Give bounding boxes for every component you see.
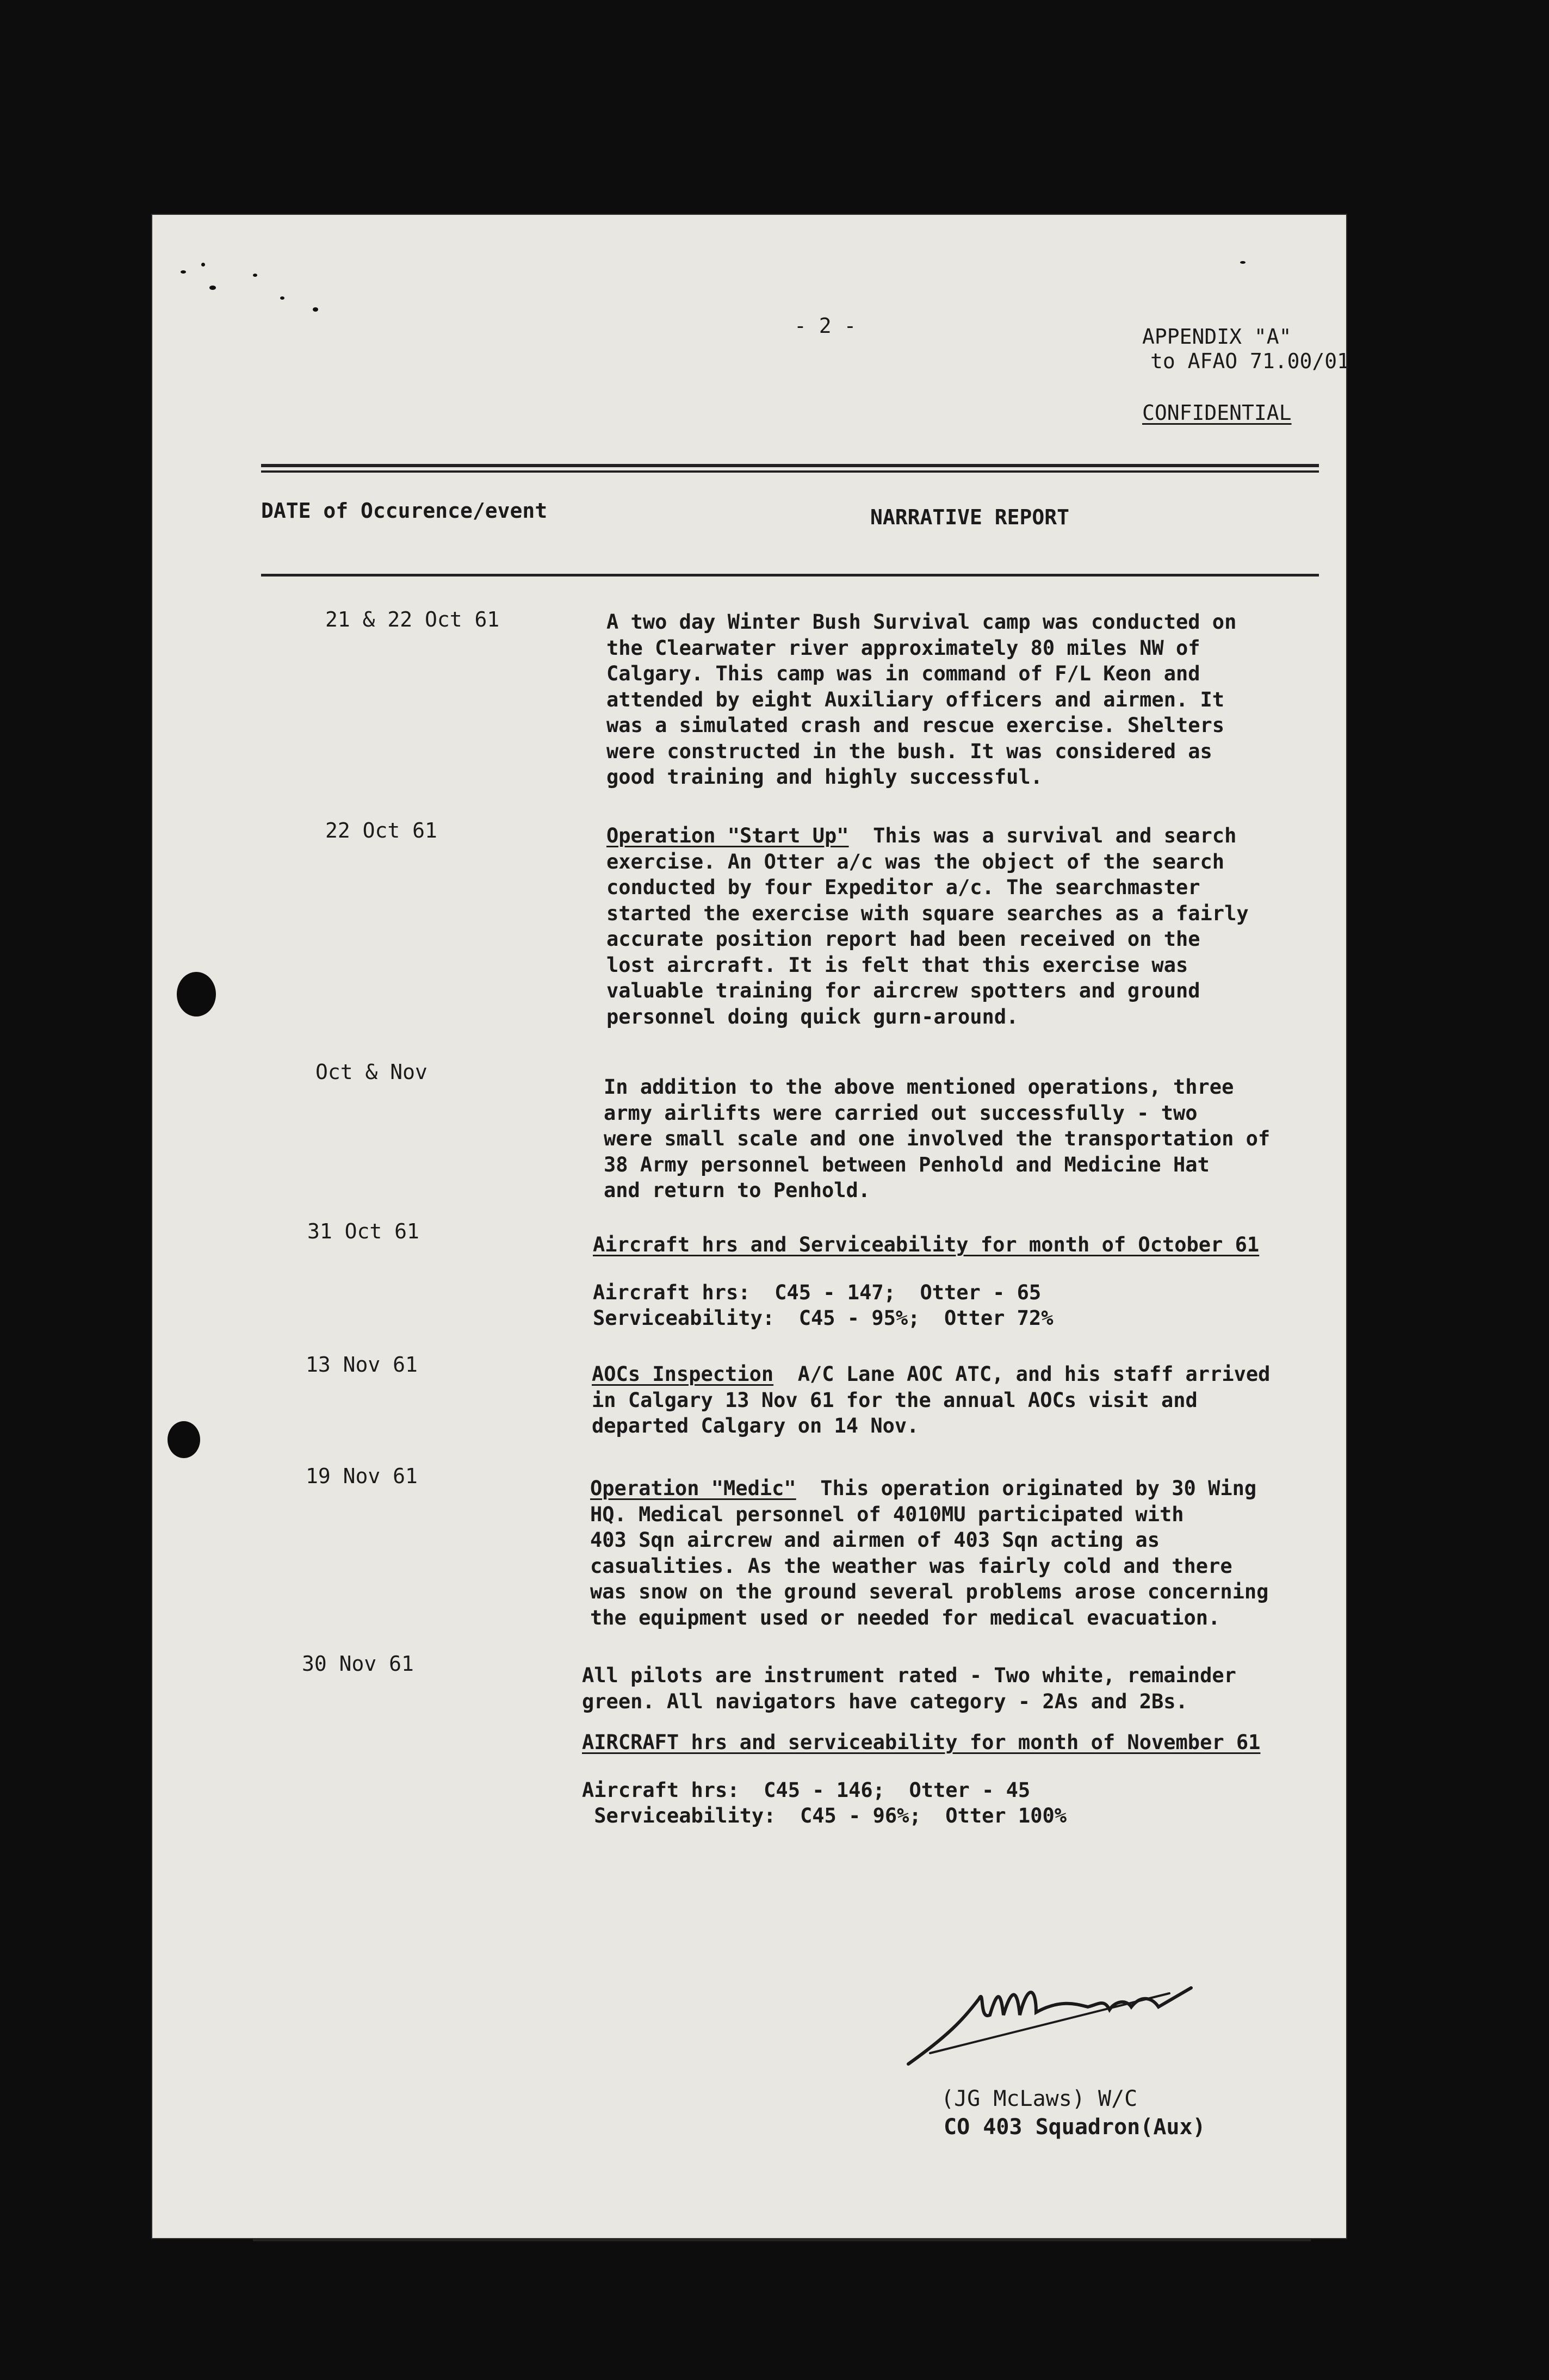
narrative-line: All pilots are instrument rated - Two white, remainder — [582, 1664, 1236, 1687]
punch-hole — [177, 972, 216, 1017]
narrative-line: In addition to the above mentioned operations, three — [604, 1075, 1234, 1099]
header-top-rule — [261, 464, 1319, 467]
narrative-line: 403 Sqn aircrew and airmen of 403 Sqn acting as — [590, 1528, 1160, 1552]
narrative-line: good training and highly successful. — [606, 765, 1043, 789]
date-column-heading: DATE of Occurence/event — [261, 499, 548, 523]
entry-title: AOCs Inspection — [592, 1362, 774, 1386]
entry-narrative — [606, 823, 1341, 1030]
narrative-line: were constructed in the bush. It was considered as — [606, 739, 1212, 763]
ink-speck — [280, 296, 284, 300]
header-bottom-rule — [261, 574, 1319, 577]
narrative-line: the Clearwater river approximately 80 miles NW of — [606, 636, 1200, 660]
entry-narrative — [582, 1663, 1316, 1829]
entry-date: 13 Nov 61 — [306, 1353, 418, 1377]
narrative-line: conducted by four Expeditor a/c. The searchmaster — [606, 876, 1200, 899]
entry-narrative — [593, 1232, 1327, 1331]
narrative-line: was snow on the ground several problems arose concerning — [590, 1580, 1269, 1603]
page-number: - 2 - — [794, 314, 857, 338]
narrative-line: Calgary. This camp was in command of F/L Keon and — [606, 662, 1200, 685]
stats-line: Serviceability: C45 - 96%; Otter 100% — [582, 1804, 1067, 1827]
signatory-name: (JG McLaws) W/C — [941, 2086, 1138, 2111]
entry-date: 21 & 22 Oct 61 — [325, 608, 500, 631]
entry-date: 30 Nov 61 — [302, 1652, 414, 1676]
entry-narrative — [592, 1361, 1326, 1439]
entry-title: Aircraft hrs and Serviceability for month of October 61 — [593, 1233, 1260, 1256]
narrative-line: A two day Winter Bush Survival camp was conducted on — [606, 610, 1237, 634]
entry-title: AIRCRAFT hrs and serviceability for month of November 61 — [582, 1731, 1261, 1754]
document-page — [152, 215, 1350, 2238]
punch-hole — [168, 1421, 200, 1458]
narrative-line: in Calgary 13 Nov 61 for the annual AOCs visit and — [592, 1388, 1198, 1412]
narrative-line: casualities. As the weather was fairly cold and there — [590, 1554, 1232, 1578]
narrative-line: accurate position report had been received on the — [606, 927, 1200, 951]
ink-speck — [313, 307, 318, 312]
footer-rule — [253, 2239, 1311, 2241]
stats-line: Serviceability: C45 - 95%; Otter 72% — [593, 1306, 1054, 1330]
entry-narrative — [606, 609, 1341, 790]
narrative-line: lost aircraft. It is felt that this exercise was — [606, 953, 1188, 977]
narrative-line: exercise. An Otter a/c was the object of the search — [606, 850, 1225, 873]
classification-label: CONFIDENTIAL — [1142, 401, 1292, 425]
ink-speck — [253, 274, 257, 277]
stats-line: Aircraft hrs: C45 - 147; Otter - 65 — [593, 1280, 1042, 1304]
narrative-line: started the exercise with square searches as a fairly — [606, 901, 1249, 925]
ink-speck — [201, 263, 205, 266]
entry-narrative — [604, 1074, 1338, 1204]
narrative-line: army airlifts were carried out successfully - two — [604, 1101, 1198, 1125]
narrative-line: personnel doing quick gurn-around. — [606, 1005, 1019, 1028]
narrative-line: and return to Penhold. — [604, 1179, 871, 1202]
narrative-line: the equipment used or needed for medical evacuation. — [590, 1606, 1220, 1629]
narrative-column-heading: NARRATIVE REPORT — [870, 505, 1070, 529]
ink-speck — [181, 270, 186, 274]
signatory-unit: CO 403 Squadron(Aux) — [944, 2115, 1206, 2140]
entry-title: Operation "Start Up" — [606, 824, 849, 847]
narrative-line: A/C Lane AOC ATC, and his staff arrived — [773, 1362, 1271, 1386]
appendix-label: APPENDIX "A" — [1142, 325, 1292, 349]
entry-narrative — [590, 1476, 1324, 1631]
narrative-line: departed Calgary on 14 Nov. — [592, 1414, 919, 1437]
reference-label: to AFAO 71.00/01 — [1150, 349, 1350, 373]
stats-line: Aircraft hrs: C45 - 146; Otter - 45 — [582, 1778, 1031, 1802]
handwritten-signature — [897, 1955, 1202, 2075]
narrative-line: valuable training for aircrew spotters and ground — [606, 979, 1200, 1002]
narrative-line: 38 Army personnel between Penhold and Medicine Hat — [604, 1152, 1210, 1176]
narrative-line: HQ. Medical personnel of 4010MU participated with — [590, 1502, 1184, 1526]
entry-date: 19 Nov 61 — [306, 1464, 418, 1488]
ink-speck — [1240, 261, 1246, 264]
narrative-line: attended by eight Auxiliary officers and airmen. It — [606, 687, 1225, 711]
narrative-line: were small scale and one involved the transportation of — [604, 1127, 1271, 1150]
narrative-line: green. All navigators have category - 2As and 2Bs. — [582, 1689, 1188, 1713]
narrative-line: This was a survival and search — [848, 824, 1237, 847]
narrative-line: This operation originated by 30 Wing — [796, 1477, 1257, 1500]
entry-date: 22 Oct 61 — [325, 819, 437, 842]
entry-date: 31 Oct 61 — [307, 1219, 419, 1243]
entry-title: Operation "Medic" — [590, 1477, 796, 1500]
ink-speck — [209, 286, 216, 290]
header-top-rule-2 — [261, 470, 1319, 473]
entry-date: Oct & Nov — [315, 1060, 427, 1084]
narrative-line: was a simulated crash and rescue exercise. Shelters — [606, 714, 1225, 737]
